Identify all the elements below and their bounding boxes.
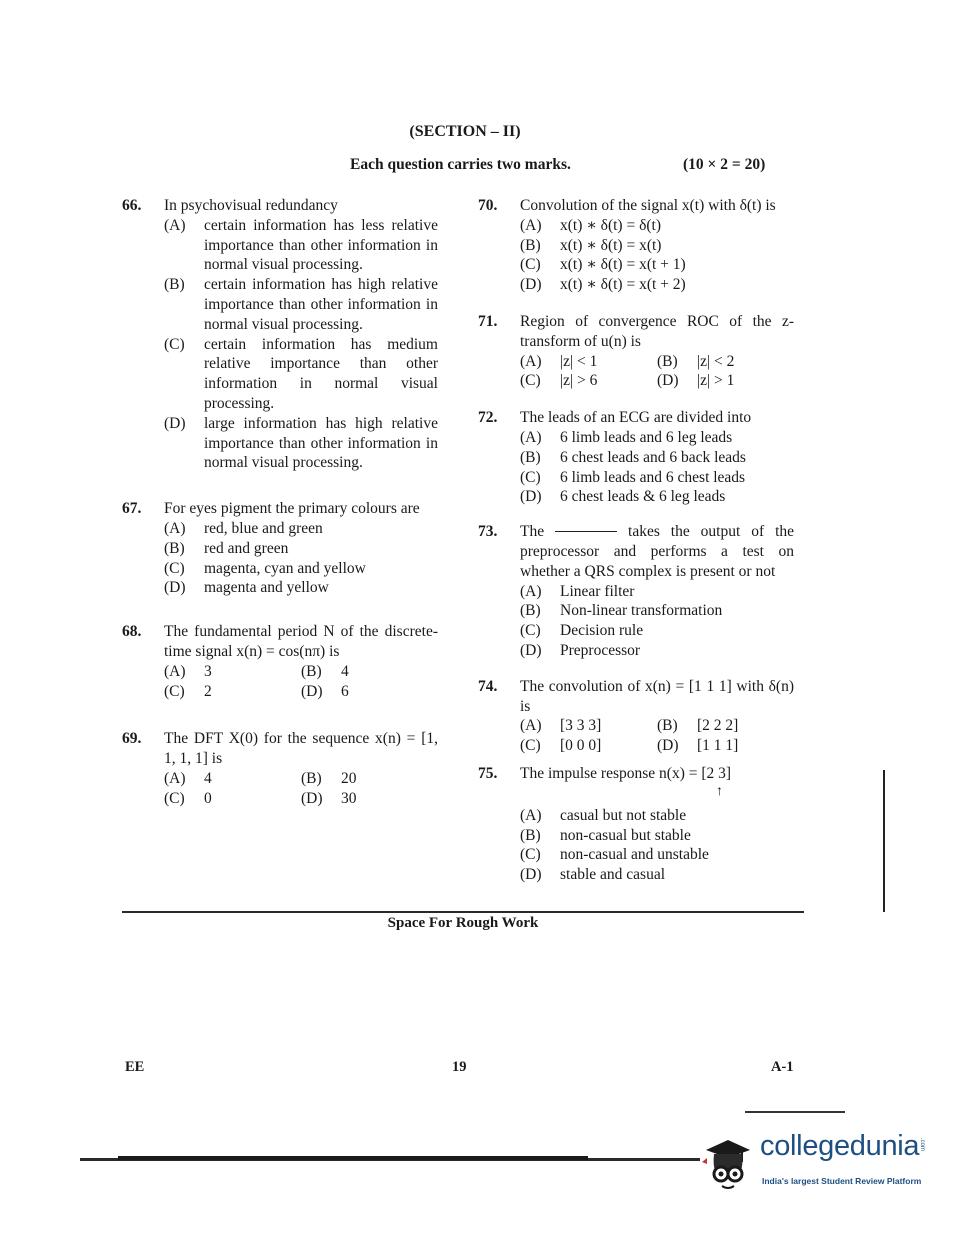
question-text xyxy=(520,522,794,581)
option-text: Non-linear transformation xyxy=(560,602,723,620)
option-text: magenta and yellow xyxy=(204,579,329,597)
option-text: [1 1 1] xyxy=(697,737,739,755)
option-label: (B) xyxy=(520,236,541,254)
option-label: (A) xyxy=(520,216,542,234)
option-label: (C) xyxy=(520,372,541,390)
option-text: stable and casual xyxy=(560,866,666,884)
question-number: 73. xyxy=(478,523,498,541)
option-text: red, blue and green xyxy=(204,519,323,537)
question-text: Region of convergence ROC of the z-transform of u(n) is xyxy=(520,312,794,350)
option-label: (C) xyxy=(164,335,185,353)
option-d xyxy=(164,414,438,473)
option-label: (B) xyxy=(520,602,541,620)
option-d xyxy=(520,865,794,885)
option-label: (B) xyxy=(657,717,678,735)
option-label: (C) xyxy=(520,737,541,755)
option-b xyxy=(657,716,794,736)
question-text: The leads of an ECG are divided into xyxy=(520,409,752,427)
question-72 xyxy=(478,408,794,507)
origin-marker: ↑ xyxy=(716,783,723,799)
option-a xyxy=(520,428,794,448)
marks-calc: (10 × 2 = 20) xyxy=(683,156,766,173)
question-number: 71. xyxy=(478,312,498,330)
option-text: non-casual but stable xyxy=(560,826,691,844)
option-d xyxy=(301,789,438,809)
option-text: red and green xyxy=(204,539,289,557)
question-text: The convolution of x(n) = [1 1 1] with δ(n) is xyxy=(520,677,794,715)
option-a xyxy=(520,806,794,826)
brand-domain: .com xyxy=(919,1138,925,1152)
option-label: (D) xyxy=(520,641,542,659)
option-text: x(t) ∗ δ(t) = x(t) xyxy=(560,236,662,254)
question-number: 75. xyxy=(478,764,498,782)
question-text: The impulse response n(x) = [2 3] xyxy=(520,764,732,782)
scan-mark xyxy=(745,1111,845,1113)
question-text: The DFT X(0) for the sequence x(n) = [1, 1, 1, 1] is xyxy=(164,730,438,768)
option-text: Decision rule xyxy=(560,622,644,640)
brand-tagline: India's largest Student Review Platform xyxy=(762,1176,922,1186)
mascot-icon xyxy=(698,1128,758,1196)
brand-logo xyxy=(698,1128,938,1198)
option-label: (D) xyxy=(301,789,323,807)
option-text: |z| > 1 xyxy=(697,372,735,390)
option-b xyxy=(657,352,794,372)
question-number: 67. xyxy=(122,500,142,518)
section-title: (SECTION – II) xyxy=(409,123,521,140)
option-text: x(t) ∗ δ(t) = δ(t) xyxy=(560,216,662,234)
option-c xyxy=(520,621,794,641)
option-c xyxy=(164,789,301,809)
question-text-end: takes the output of the preprocessor and performs a test on whether a QRS complex is present or not xyxy=(520,523,795,580)
question-number: 66. xyxy=(122,197,142,214)
option-text: 6 xyxy=(341,682,349,700)
option-label: (C) xyxy=(164,682,185,700)
option-text: x(t) ∗ δ(t) = x(t + 2) xyxy=(560,276,686,294)
footer-code: A-1 xyxy=(771,1059,794,1075)
option-c xyxy=(520,736,657,756)
option-c xyxy=(164,335,438,414)
option-text: [3 3 3] xyxy=(560,717,602,735)
question-text: In psychovisual redundancy xyxy=(164,197,338,214)
right-column xyxy=(478,196,794,885)
option-text: non-casual and unstable xyxy=(560,846,709,864)
option-a xyxy=(164,769,301,789)
divider xyxy=(122,911,804,913)
option-text: Preprocessor xyxy=(560,641,641,659)
option-b xyxy=(164,539,438,559)
question-67 xyxy=(122,499,438,598)
option-label: (A) xyxy=(164,769,186,787)
option-label: (D) xyxy=(520,866,542,884)
option-c xyxy=(520,255,794,275)
option-d xyxy=(164,578,438,598)
option-a xyxy=(164,519,438,539)
option-text: Linear filter xyxy=(560,582,635,600)
option-label: (C) xyxy=(520,256,541,274)
option-d xyxy=(520,275,794,295)
option-label: (B) xyxy=(520,826,541,844)
question-68 xyxy=(122,622,438,701)
option-text: large information has high relative importance than other information in normal visual processing. xyxy=(204,414,438,472)
question-74 xyxy=(478,677,794,756)
option-c xyxy=(520,845,794,865)
question-number: 70. xyxy=(478,197,498,214)
option-text: 6 limb leads and 6 leg leads xyxy=(560,428,733,446)
option-a xyxy=(520,582,794,602)
option-a xyxy=(164,216,438,275)
option-text: 20 xyxy=(341,769,357,787)
option-label: (C) xyxy=(164,789,185,807)
question-text: For eyes pigment the primary colours are xyxy=(164,500,420,518)
option-text: |z| > 6 xyxy=(560,372,598,390)
option-a xyxy=(164,662,301,682)
margin-bar xyxy=(883,770,885,912)
question-number: 69. xyxy=(122,730,142,748)
option-b xyxy=(301,662,438,682)
footer-subject: EE xyxy=(125,1059,145,1075)
marks-note: Each question carries two marks. xyxy=(350,156,571,173)
option-b xyxy=(301,769,438,789)
question-text: The fundamental period N of the discrete-time signal x(n) = cos(nπ) is xyxy=(164,623,438,660)
option-label: (C) xyxy=(520,468,541,486)
option-text: certain information has less relative importance than other information in normal visual processing. xyxy=(204,216,438,274)
option-c xyxy=(164,682,301,702)
option-text: [0 0 0] xyxy=(560,737,602,755)
option-b xyxy=(520,448,794,468)
option-text: certain information has medium relative importance than other information in normal visual processing. xyxy=(204,335,438,412)
option-a xyxy=(520,716,657,736)
question-number: 74. xyxy=(478,677,498,695)
option-label: (B) xyxy=(520,448,541,466)
question-number: 72. xyxy=(478,409,498,427)
option-label: (D) xyxy=(301,682,323,700)
option-text: 6 chest leads and 6 back leads xyxy=(560,448,746,466)
option-label: (C) xyxy=(520,846,541,864)
option-b xyxy=(520,601,794,621)
option-text: [2 2 2] xyxy=(697,717,739,735)
question-75 xyxy=(478,764,794,885)
question-71 xyxy=(478,312,794,391)
option-text: 6 limb leads and 6 chest leads xyxy=(560,468,746,486)
question-73 xyxy=(478,522,794,661)
option-label: (B) xyxy=(164,276,185,294)
option-label: (A) xyxy=(520,806,542,824)
option-label: (A) xyxy=(164,662,186,680)
question-text-start: The xyxy=(520,523,545,541)
option-label: (B) xyxy=(301,662,322,680)
option-b xyxy=(164,275,438,334)
question-number: 68. xyxy=(122,623,142,641)
option-text: |z| < 1 xyxy=(560,352,598,370)
blank xyxy=(555,531,617,532)
option-label: (B) xyxy=(164,539,185,557)
option-label: (A) xyxy=(520,717,542,735)
rough-work-label: Space For Rough Work xyxy=(387,915,539,931)
question-70 xyxy=(478,196,794,295)
option-d xyxy=(520,641,794,661)
option-label: (A) xyxy=(520,352,542,370)
option-label: (A) xyxy=(520,428,542,446)
option-c xyxy=(520,371,657,391)
option-a xyxy=(520,216,794,236)
option-d xyxy=(657,371,794,391)
option-text: 2 xyxy=(204,682,212,700)
option-label: (D) xyxy=(164,414,186,432)
scan-line-thick xyxy=(118,1156,588,1160)
option-text: x(t) ∗ δ(t) = x(t + 1) xyxy=(560,256,686,274)
option-text: 30 xyxy=(341,789,357,807)
option-text: |z| < 2 xyxy=(697,352,735,370)
option-label: (C) xyxy=(164,559,185,577)
option-label: (A) xyxy=(164,216,186,234)
option-label: (D) xyxy=(657,737,679,755)
option-label: (A) xyxy=(164,519,186,537)
option-d xyxy=(657,736,794,756)
option-text: 0 xyxy=(204,789,212,807)
option-text: magenta, cyan and yellow xyxy=(204,559,366,577)
option-b xyxy=(520,826,794,846)
left-column xyxy=(122,196,438,809)
option-label: (D) xyxy=(657,372,679,390)
option-label: (B) xyxy=(301,769,322,787)
option-label: (D) xyxy=(520,276,542,294)
option-text: casual but not stable xyxy=(560,806,687,824)
option-label: (D) xyxy=(520,488,542,506)
page-number: 19 xyxy=(452,1059,467,1075)
option-label: (C) xyxy=(520,622,541,640)
option-label: (D) xyxy=(164,579,186,597)
option-c xyxy=(520,468,794,488)
option-text: 6 chest leads & 6 leg leads xyxy=(560,488,726,506)
option-d xyxy=(520,487,794,507)
option-a xyxy=(520,352,657,372)
option-text: 3 xyxy=(204,662,212,680)
option-d xyxy=(301,682,438,702)
question-69 xyxy=(122,729,438,808)
option-label: (A) xyxy=(520,582,542,600)
option-b xyxy=(520,236,794,256)
question-text: Convolution of the signal x(t) with δ(t) is xyxy=(520,197,776,214)
option-text: 4 xyxy=(204,769,212,787)
option-label: (B) xyxy=(657,352,678,370)
option-text: certain information has high relative importance than other information in normal visual processing. xyxy=(204,276,438,333)
brand-name: collegedunia xyxy=(760,1130,920,1162)
option-text: 4 xyxy=(341,662,349,680)
option-c xyxy=(164,559,438,579)
question-66 xyxy=(122,196,438,473)
